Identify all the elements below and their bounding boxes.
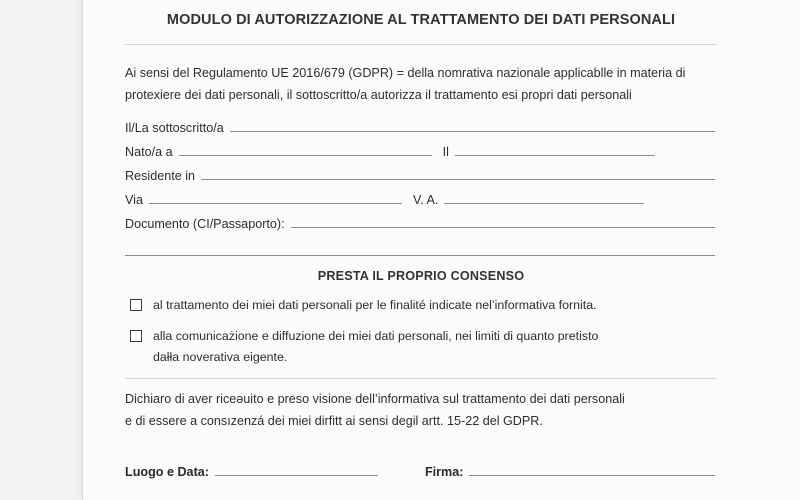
document-title: MODULO DI AUTORIZZAZIONE AL TRATTAMENTO DEI DATI PERSONALI: [166, 12, 676, 28]
field-row-via: [125, 191, 717, 215]
consent-item-1-label: [153, 295, 597, 316]
field-input-sottoscritto[interactable]: [230, 119, 715, 132]
consent-item-2-label: [153, 326, 598, 368]
field-label-va: V. A.: [412, 193, 439, 207]
declaration-paragraph: [125, 388, 717, 432]
field-input-nato-luogo[interactable]: [179, 143, 432, 156]
checkbox-icon-consent-1[interactable]: [130, 299, 142, 311]
field-input-va[interactable]: [444, 191, 644, 204]
field-row-extra-blank: [125, 239, 717, 256]
consent-item-1-line-1: al trattamento dei miei dati personali per le finalité indicate nel’informativa fornita.: [153, 298, 597, 312]
consent-item-2[interactable]: [125, 326, 717, 368]
consent-heading: PRESTA IL PROPRIO CONSENSO: [317, 269, 525, 283]
consent-item-2-line-1: alla comunicażione e diffuzione dei miei dati personali, nei limiti di quanto pretisto: [153, 329, 599, 343]
signature-row: [125, 463, 717, 479]
document-sheet: [82, 0, 800, 500]
field-input-residente[interactable]: [201, 167, 715, 180]
field-input-extra-blank[interactable]: [125, 243, 715, 256]
field-label-nato-il: Il: [442, 145, 449, 159]
field-label-sottoscritto: Il/La sottoscritto/a: [125, 121, 224, 135]
consent-item-1[interactable]: [125, 295, 717, 316]
consent-divider: [125, 378, 717, 379]
field-input-documento[interactable]: [291, 215, 715, 228]
declaration-line-1: Dichiaro di aver riceəuito e preso visione dell’informativa sul trattamento dei dati personali: [125, 392, 625, 406]
form-fields: [125, 119, 717, 256]
field-row-documento: [125, 215, 717, 239]
title-divider: [125, 44, 717, 45]
declaration-line-2: e di essere a consızenzá dei miei dirfitt ai sensi degil artt. 15-22 del GDPR.: [125, 414, 543, 428]
intro-line-2: protexiere dei dati personali, il sottoscritto/a autorizza il trattamento esi propri dati personali: [125, 88, 632, 102]
field-label-residente: Residente in: [125, 169, 196, 183]
label-firma: Firma:: [424, 465, 464, 479]
intro-paragraph: [125, 62, 717, 106]
field-label-nato: Nato/a a: [125, 145, 173, 159]
field-row-nato: [125, 143, 717, 167]
field-input-via[interactable]: [149, 191, 402, 204]
consent-checkbox-list: [125, 295, 717, 368]
field-label-via: Via: [125, 193, 143, 207]
field-input-luogo-e-data[interactable]: [215, 463, 378, 476]
consent-item-2-line-2: dałła noverativa eigente.: [153, 350, 288, 364]
document-content: [125, 0, 717, 479]
label-luogo-e-data: Luogo e Data:: [125, 465, 209, 479]
field-label-documento: Documento (CI/Passaporto):: [125, 217, 285, 231]
field-input-nato-data[interactable]: [455, 143, 655, 156]
field-row-sottoscritto: [125, 119, 717, 143]
intro-line-1: Ai sensi del Regulamento UE 2016/679 (GDPR) = della nomrativa nazionale applicablle in materia di: [125, 66, 686, 80]
checkbox-icon-consent-2[interactable]: [130, 330, 142, 342]
field-input-firma[interactable]: [469, 463, 715, 476]
field-row-residente: [125, 167, 717, 191]
